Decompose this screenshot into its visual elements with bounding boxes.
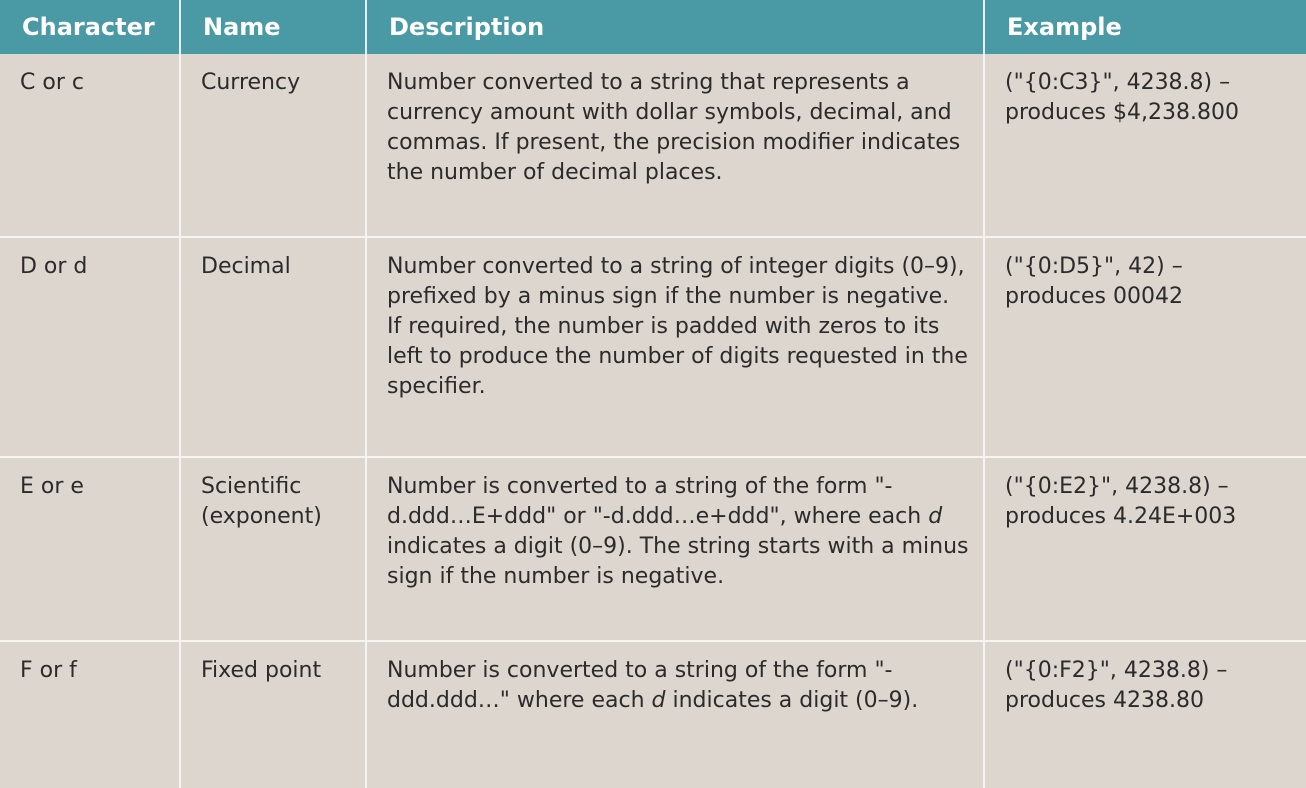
name-line: Scientific	[201, 474, 302, 499]
cell-name: Decimal	[180, 237, 366, 457]
description-text: indicates a digit (0–9).	[665, 688, 919, 713]
cell-description: Number converted to a string that represents a currency amount with dollar symbols, decimal, and commas. If present, the precision modifier indicates the number of decimal places.	[366, 54, 984, 237]
example-code: ("{0:E2}", 4238.8) –	[1005, 474, 1229, 499]
description-text: Number is converted to a string of the form "-d.ddd…E+ddd" or "-d.ddd…e+ddd", where each	[387, 474, 929, 529]
cell-description: Number converted to a string of integer digits (0–9), prefixed by a minus sign if the number is negative. If required, the number is padded with zeros to its left to produce the number of digits requested in the specifier.	[366, 237, 984, 457]
table-row	[0, 641, 1306, 788]
table-body	[0, 54, 1306, 788]
table-row	[0, 237, 1306, 457]
example-result: produces 4.24E+003	[1005, 504, 1237, 529]
header-name: Name	[180, 0, 366, 54]
example-code: ("{0:C3}", 4238.8) –	[1005, 70, 1231, 95]
example-result: produces $4,238.800	[1005, 100, 1239, 125]
cell-name	[180, 457, 366, 641]
cell-description	[366, 641, 984, 788]
table-header	[0, 0, 1306, 54]
cell-character: E or e	[0, 457, 180, 641]
cell-example	[984, 54, 1306, 237]
cell-character: F or f	[0, 641, 180, 788]
example-code: ("{0:F2}", 4238.8) –	[1005, 658, 1228, 683]
cell-character: D or d	[0, 237, 180, 457]
description-emphasis: d	[651, 688, 666, 713]
cell-example	[984, 641, 1306, 788]
table-row	[0, 54, 1306, 237]
table-row	[0, 457, 1306, 641]
cell-example	[984, 457, 1306, 641]
header-character: Character	[0, 0, 180, 54]
description-emphasis: d	[928, 504, 943, 529]
cell-name: Currency	[180, 54, 366, 237]
example-code: ("{0:D5}", 42) –	[1005, 254, 1183, 279]
description-text: indicates a digit (0–9). The string starts with a minus sign if the number is negative.	[387, 534, 969, 589]
header-example: Example	[984, 0, 1306, 54]
cell-example	[984, 237, 1306, 457]
cell-character: C or c	[0, 54, 180, 237]
description-text: Number is converted to a string of the form "-ddd.ddd…" where each	[387, 658, 893, 713]
header-row	[0, 0, 1306, 54]
cell-description	[366, 457, 984, 641]
cell-name: Fixed point	[180, 641, 366, 788]
header-description: Description	[366, 0, 984, 54]
name-line: (exponent)	[201, 504, 322, 529]
example-result: produces 4238.80	[1005, 688, 1204, 713]
example-result: produces 00042	[1005, 284, 1183, 309]
